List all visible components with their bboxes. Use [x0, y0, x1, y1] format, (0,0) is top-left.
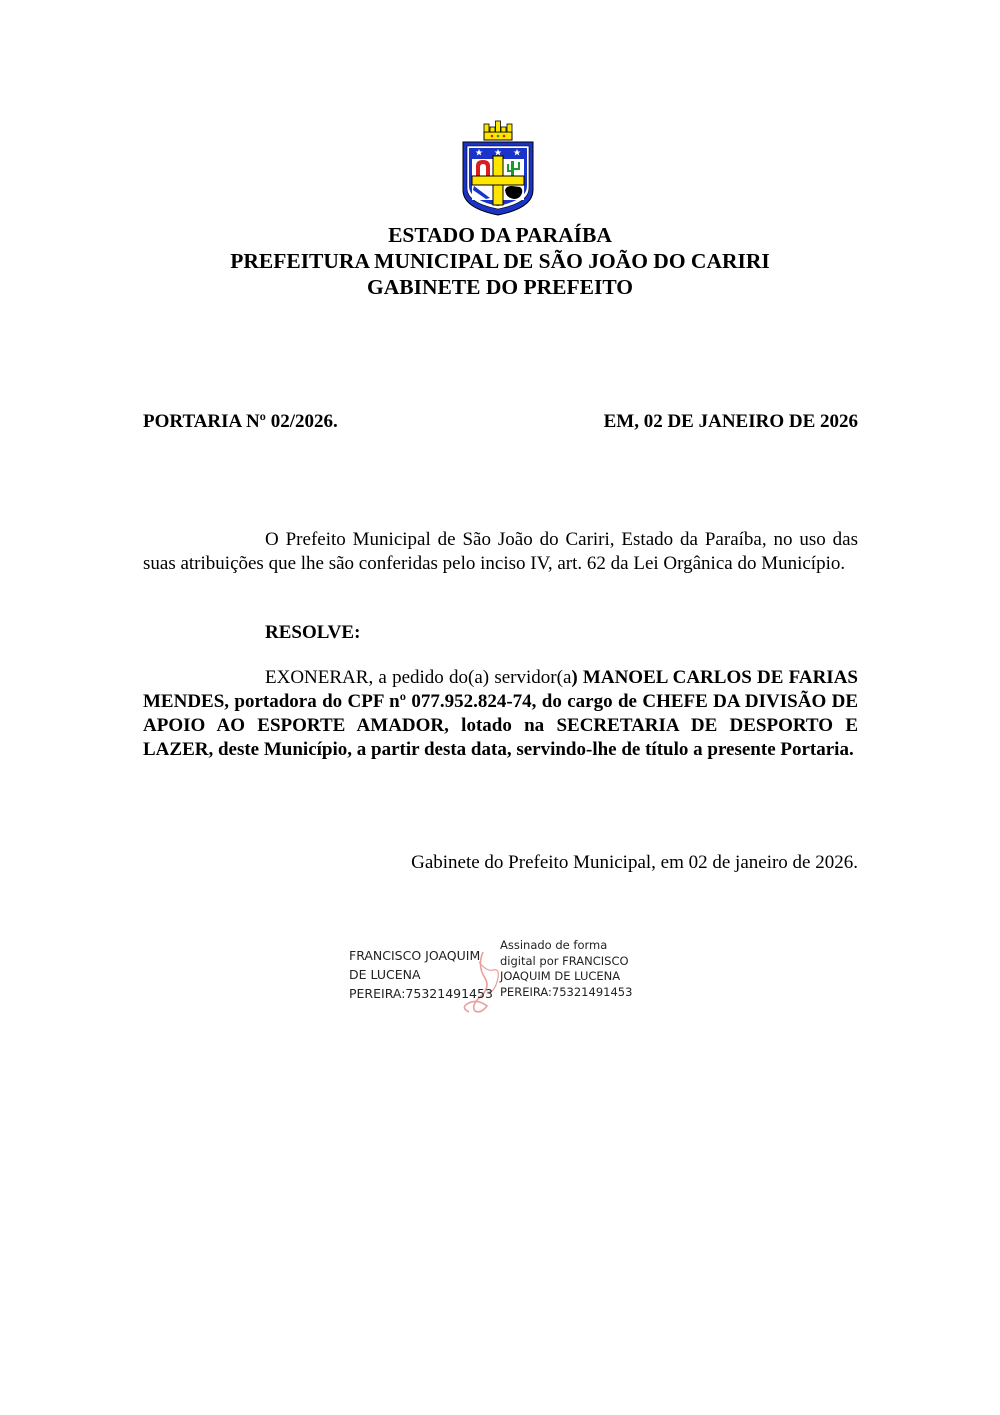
signer-name-line: DE LUCENA	[349, 967, 421, 982]
municipal-coat-of-arms	[460, 120, 536, 216]
signature-info	[500, 938, 632, 1000]
decision-text-bold: ) MANOEL CARLOS DE FARIAS MENDES, portadora do CPF nº 077.952.824-74, do cargo de CHEFE DA DIVISÃO DE APOIO AO ESPORTE AMADOR, lotado na SECRETARIA DE DESPORTO E LAZER, deste Município, a partir desta data, servindo-lhe de título a presente Portaria.	[143, 667, 858, 760]
signer-name	[349, 946, 493, 1003]
signature-info-line: PEREIRA:75321491453	[500, 984, 633, 999]
office-title: GABINETE DO PREFEITO	[366, 275, 634, 299]
decision-text-plain: EXONERAR, a pedido do(a) servidor(a	[265, 667, 572, 688]
state-title: ESTADO DA PARAÍBA	[388, 223, 612, 247]
intro-text: O Prefeito Municipal de São João do Cariri, Estado da Paraíba, no uso das suas atribuições que lhe são conferidas pelo inciso IV, art. 62 da Lei Orgânica do Município.	[143, 529, 858, 574]
signature-info-line: Assinado de forma	[500, 938, 608, 952]
portaria-number: PORTARIA Nº 02/2026.	[143, 411, 338, 432]
signer-name-line: FRANCISCO JOAQUIM	[349, 948, 481, 963]
closing-line: Gabinete do Prefeito Municipal, em 02 de janeiro de 2026.	[411, 852, 858, 873]
signature-info-line: JOAQUIM DE LUCENA	[500, 969, 621, 983]
crown-icon	[484, 121, 512, 140]
portaria-date: EM, 02 DE JANEIRO DE 2026	[603, 411, 858, 432]
decision-paragraph	[143, 666, 858, 762]
document-header	[0, 222, 1000, 300]
resolve-heading: RESOLVE:	[265, 622, 361, 643]
signature-info-line: digital por FRANCISCO	[500, 953, 629, 968]
digital-signature	[349, 938, 649, 1018]
prefecture-title: PREFEITURA MUNICIPAL DE SÃO JOÃO DO CARIRI	[230, 249, 770, 273]
intro-paragraph	[143, 528, 858, 576]
signer-name-line: PEREIRA:75321491453	[349, 986, 493, 1001]
